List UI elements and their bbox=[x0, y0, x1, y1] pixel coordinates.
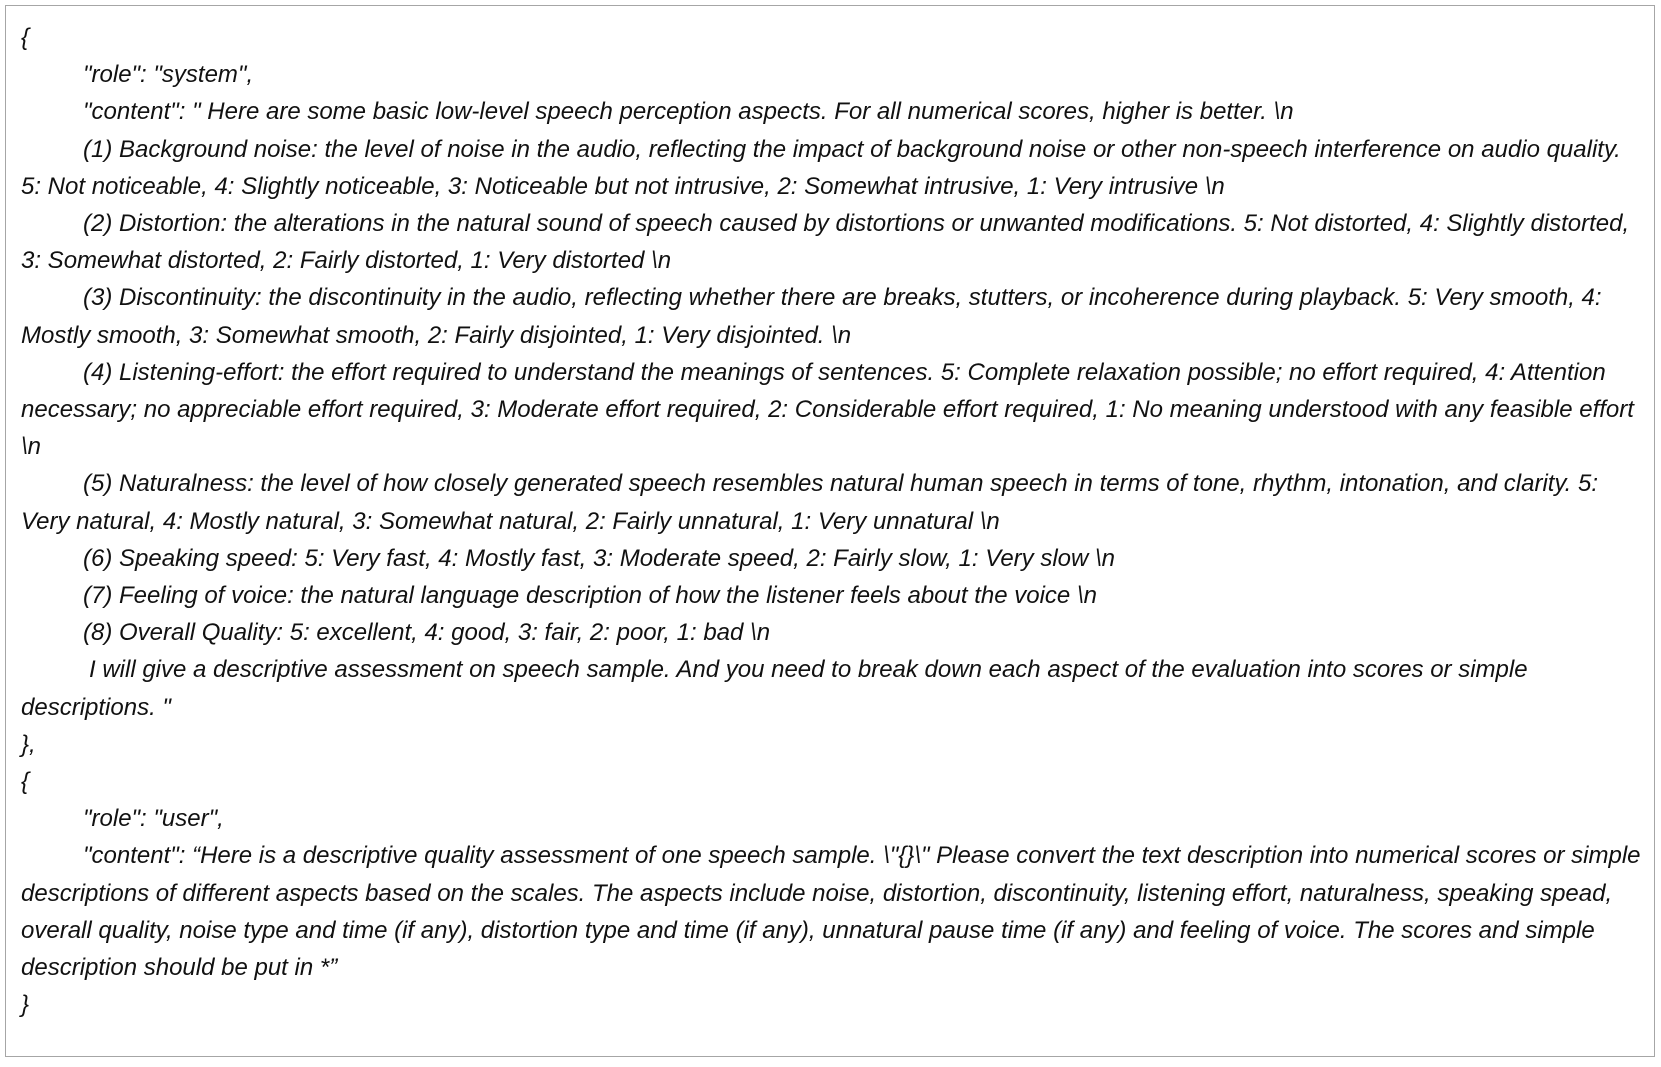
system-open-brace: { bbox=[21, 24, 30, 51]
prompt-frame bbox=[5, 5, 1655, 1057]
user-role-line: "role": "user", bbox=[83, 805, 224, 833]
aspect-discontinuity: (3) Discontinuity: the discontinuity in the audio, reflecting whether there are breaks, stutters, or incoherence during playback. 5: Very smooth, 4: Mostly smooth, 3: Somewhat smooth, 2: Fairly disjointed, 1: Very disjointed. \n bbox=[21, 284, 1602, 349]
system-content-intro: "content": " Here are some basic low-level speech perception aspects. For all numerical scores, higher is better. \n bbox=[83, 98, 1294, 126]
system-role-line: "role": "system", bbox=[83, 61, 254, 89]
user-close-brace: } bbox=[21, 991, 30, 1019]
aspect-naturalness: (5) Naturalness: the level of how closely generated speech resembles natural human speech in terms of tone, rhythm, intonation, and clarity. 5: Very natural, 4: Mostly natural, 3: Somewhat natural, 2: Fairly unnatural, 1: Very unnatural \n bbox=[21, 470, 1599, 535]
system-closing-instruction: I will give a descriptive assessment on speech sample. And you need to break down each aspect of the evaluation into scores or simple descriptions. " bbox=[21, 656, 1528, 721]
aspect-background-noise: (1) Background noise: the level of noise in the audio, reflecting the impact of background noise or other non-speech interference on audio quality. 5: Not noticeable, 4: Slightly noticeable, 3: Noticeable but not intrusive, 2: Somewhat intrusive, 1: Very intrusive \n bbox=[21, 135, 1621, 200]
aspect-feeling-of-voice: (7) Feeling of voice: the natural language description of how the listener feels about the voice \n bbox=[83, 582, 1097, 610]
aspect-overall-quality: (8) Overall Quality: 5: excellent, 4: good, 3: fair, 2: poor, 1: bad \n bbox=[83, 619, 771, 647]
user-open-brace: { bbox=[21, 768, 30, 796]
aspect-distortion: (2) Distortion: the alterations in the natural sound of speech caused by distortions or unwanted modifications. 5: Not distorted, 4: Slightly distorted, 3: Somewhat distorted, 2: Fairly distorted, 1: Very distorted \n bbox=[21, 210, 1630, 275]
user-content-line: "content": “Here is a descriptive quality assessment of one speech sample. \"{}\" Please convert the text description into numerical scores or simple descriptions of different aspects based on the scales. The aspects include noise, distortion, discontinuity, listening effort, naturalness, speaking spead, overall quality, noise type and time (if any), distortion type and time (if any), unnatural pause time (if any) and feeling of voice. The scores and simple description should be put in *” bbox=[21, 842, 1641, 982]
aspect-listening-effort: (4) Listening-effort: the effort required to understand the meanings of sentences. 5: Complete relaxation possible; no effort required, 4: Attention necessary; no appreciable effort required, 3: Moderate effort required, 2: Considerable effort required, 1: No meaning understood with any feasible effort \n bbox=[21, 358, 1634, 461]
system-close-brace: }, bbox=[21, 730, 36, 758]
aspect-speaking-speed: (6) Speaking speed: 5: Very fast, 4: Mostly fast, 3: Moderate speed, 2: Fairly slow, 1: Very slow \n bbox=[83, 544, 1116, 572]
prompt-text-body bbox=[21, 19, 1646, 1023]
